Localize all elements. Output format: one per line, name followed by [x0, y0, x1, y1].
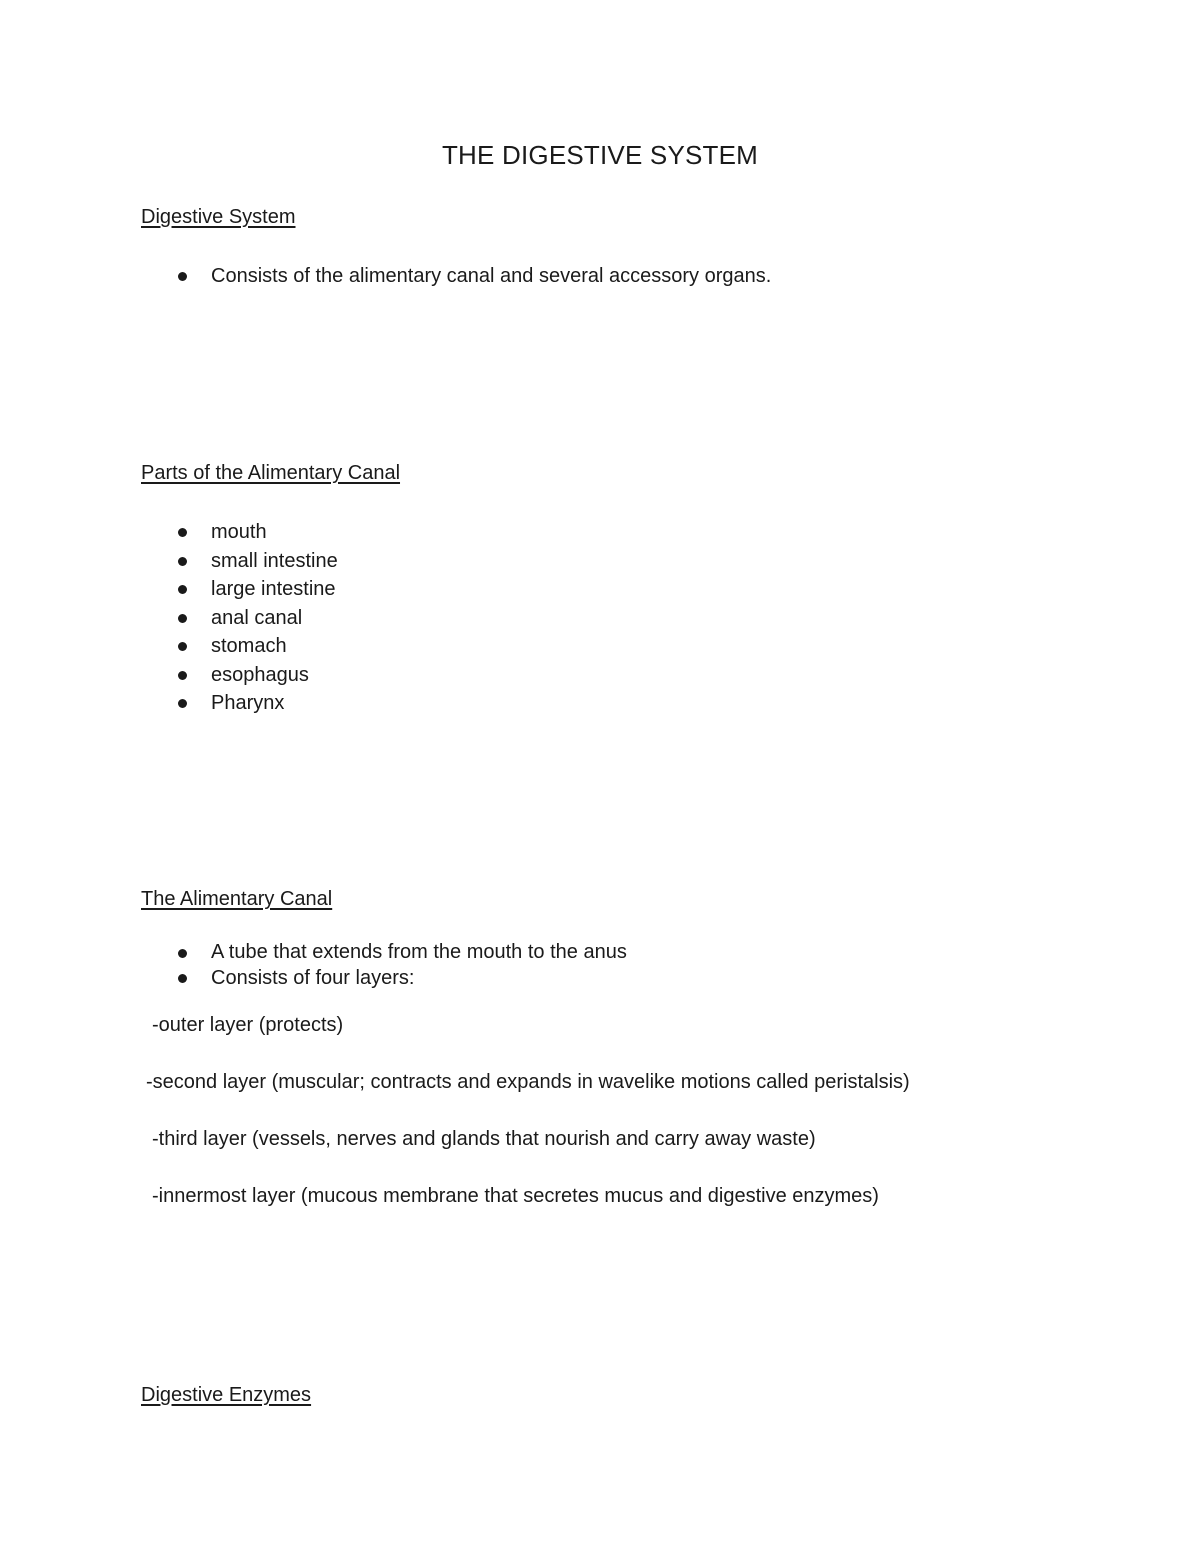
- bullet-icon: [178, 585, 187, 594]
- list-item: anal canal: [141, 604, 338, 633]
- bullet-icon: [178, 557, 187, 566]
- parts-list: [141, 518, 338, 718]
- heading-the-alimentary-canal: The Alimentary Canal: [141, 888, 333, 910]
- heading-parts-of-alimentary-canal: Parts of the Alimentary Canal: [141, 462, 401, 484]
- list-item: Consists of the alimentary canal and several accessory organs.: [141, 264, 771, 288]
- bullet-icon: [178, 528, 187, 537]
- list-item: stomach: [141, 632, 338, 661]
- list-item: large intestine: [141, 575, 338, 604]
- bullet-icon: [178, 949, 187, 958]
- list-item: esophagus: [141, 661, 338, 690]
- list-item: Consists of four layers:: [141, 966, 627, 992]
- heading-digestive-system: Digestive System: [141, 206, 296, 228]
- document-title: THE DIGESTIVE SYSTEM: [441, 140, 759, 170]
- list-item: mouth: [141, 518, 338, 547]
- bullet-icon: [178, 272, 187, 281]
- digestive-system-list: [141, 264, 771, 288]
- heading-digestive-enzymes: Digestive Enzymes: [141, 1384, 312, 1406]
- layer-second: -second layer (muscular; contracts and expands in wavelike motions called peristalsis): [146, 1071, 910, 1093]
- bullet-icon: [178, 974, 187, 983]
- list-item: small intestine: [141, 547, 338, 576]
- canal-list: [141, 940, 627, 991]
- bullet-icon: [178, 699, 187, 708]
- layer-third: -third layer (vessels, nerves and glands that nourish and carry away waste): [152, 1128, 816, 1150]
- layer-outer: -outer layer (protects): [152, 1014, 344, 1036]
- bullet-icon: [178, 642, 187, 651]
- bullet-icon: [178, 671, 187, 680]
- layer-innermost: -innermost layer (mucous membrane that secretes mucus and digestive enzymes): [152, 1185, 879, 1207]
- list-item: A tube that extends from the mouth to the anus: [141, 940, 627, 966]
- bullet-icon: [178, 614, 187, 623]
- list-item: Pharynx: [141, 689, 338, 718]
